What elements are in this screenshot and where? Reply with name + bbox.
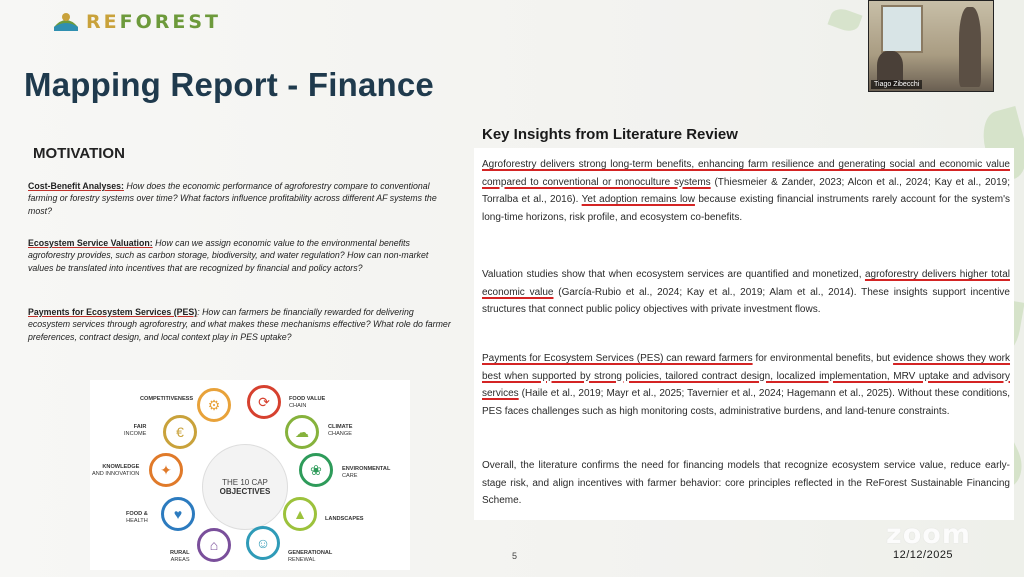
- participant-name-label: Tiago Zibecchi: [871, 80, 922, 89]
- cap-objective-label: FOOD VALUE CHAIN: [289, 396, 326, 409]
- cap-objective-icon: €: [163, 415, 197, 449]
- cap-objective-icon: ⟳: [247, 385, 281, 419]
- cap-objective-icon: ☁: [285, 415, 319, 449]
- cap-objective-icon: ▲: [283, 497, 317, 531]
- cap-objective-label: RURAL AREAS: [170, 550, 190, 563]
- cap-objective-label: LANDSCAPES: [325, 516, 364, 522]
- insight-paragraph-1: Agroforestry delivers strong long-term benefits, enhancing farm resilience and generating social and economic value compared to conventional or monoculture systems (Thiesmeier & Zander, 2023; Alcon et al., 2024; Kay et al., 2019; Torralba et al., 2016). Yet adoption remains low because existing financial instruments rarely account for the system's long-time horizons, risk profile, and ecosystem co-benefits.: [482, 159, 1010, 223]
- motivation-item-cost-benefit: Cost-Benefit Analyses: How does the economic performance of agroforestry compare to conventional farming or forestry systems over time? What factors influence profitability across different AF systems the most?: [28, 181, 437, 216]
- cap-wheel-center: THE 10 CAP OBJECTIVES: [202, 444, 288, 530]
- insight-paragraph-4: Overall, the literature confirms the need for financing models that recognize ecosystem service value, reduce early-stage risk, and align incentives with farmer behavior: core principles reflected in the ReForest Sustainable Financing Scheme.: [482, 460, 1010, 506]
- page-number: 5: [512, 551, 518, 561]
- cap-objective-label: GENERATIONAL RENEWAL: [288, 550, 333, 563]
- insight-paragraph-2: Valuation studies show that when ecosystem services are quantified and monetized, agroforestry delivers higher total economic value (García-Rubio et al., 2024; Kay et al., 2019; Alam et al., 2014). These insights support incentive structures that connect public policy objectives with private investment flows.: [482, 269, 1010, 315]
- slide-title: Mapping Report - Finance: [24, 66, 434, 103]
- leaf-decoration: [827, 5, 862, 34]
- motivation-item-ecosystem-valuation: Ecosystem Service Valuation: How can we assign economic value to the environmental benefits agroforestry provides, such as carbon storage, biodiversity, and water regulation? How can non-market values be translated into incentives that are recognized by financial and policy actors?: [28, 238, 429, 273]
- cap-objective-icon: ☺: [246, 526, 280, 560]
- insight-paragraph-3: Payments for Ecosystem Services (PES) can reward farmers for environmental benefits, but evidence shows they work best when supported by strong policies, tailored contract design, localized implementation, MRV uptake and advisory services (Haile et al., 2019; Mayr et al., 2025; Tavernier et al., 2024; Hagemann et al., 2025). Without these conditions, PES faces challenges such as high monitoring costs, administrative burdens, and land-tenure constraints.: [482, 353, 1011, 417]
- cap-objective-label: COMPETITIVENESS: [140, 396, 194, 402]
- cap-objective-icon: ♥: [161, 497, 195, 531]
- key-insights-heading: Key Insights from Literature Review: [482, 126, 738, 143]
- participant-video-tile[interactable]: [868, 0, 994, 92]
- cap-objective-icon: ✦: [149, 453, 183, 487]
- cap-objective-label: ENVIRONMENTAL CARE: [342, 466, 391, 479]
- zoom-watermark: zoom: [886, 519, 971, 550]
- motivation-heading: MOTIVATION: [33, 145, 125, 162]
- reforest-logo: [52, 8, 221, 36]
- motivation-item-pes: Payments for Ecosystem Services (PES): How can farmers be financially rewarded for delivering ecosystem services through agroforestry, and what makes these mechanisms effective? What role do farmer preferences, contract design, and local context play in PES uptake?: [28, 307, 451, 342]
- cap-objective-icon: ❀: [299, 453, 333, 487]
- video-window: [881, 5, 923, 53]
- reforest-logo-text: REFOREST: [86, 11, 221, 33]
- cap-objective-label: KNOWLEDGE AND INNOVATION: [92, 464, 140, 477]
- cap-objective-label: CLIMATE CHANGE: [328, 424, 353, 437]
- slide-date: 12/12/2025: [893, 549, 954, 561]
- cap-objective-label: FAIR INCOME: [124, 424, 147, 437]
- cap-objective-icon: ⚙: [197, 388, 231, 422]
- reforest-logo-icon: [52, 9, 80, 35]
- video-person-standing: [959, 7, 981, 87]
- cap-objective-label: FOOD & HEALTH: [126, 511, 148, 524]
- cap-objective-icon: ⌂: [197, 528, 231, 562]
